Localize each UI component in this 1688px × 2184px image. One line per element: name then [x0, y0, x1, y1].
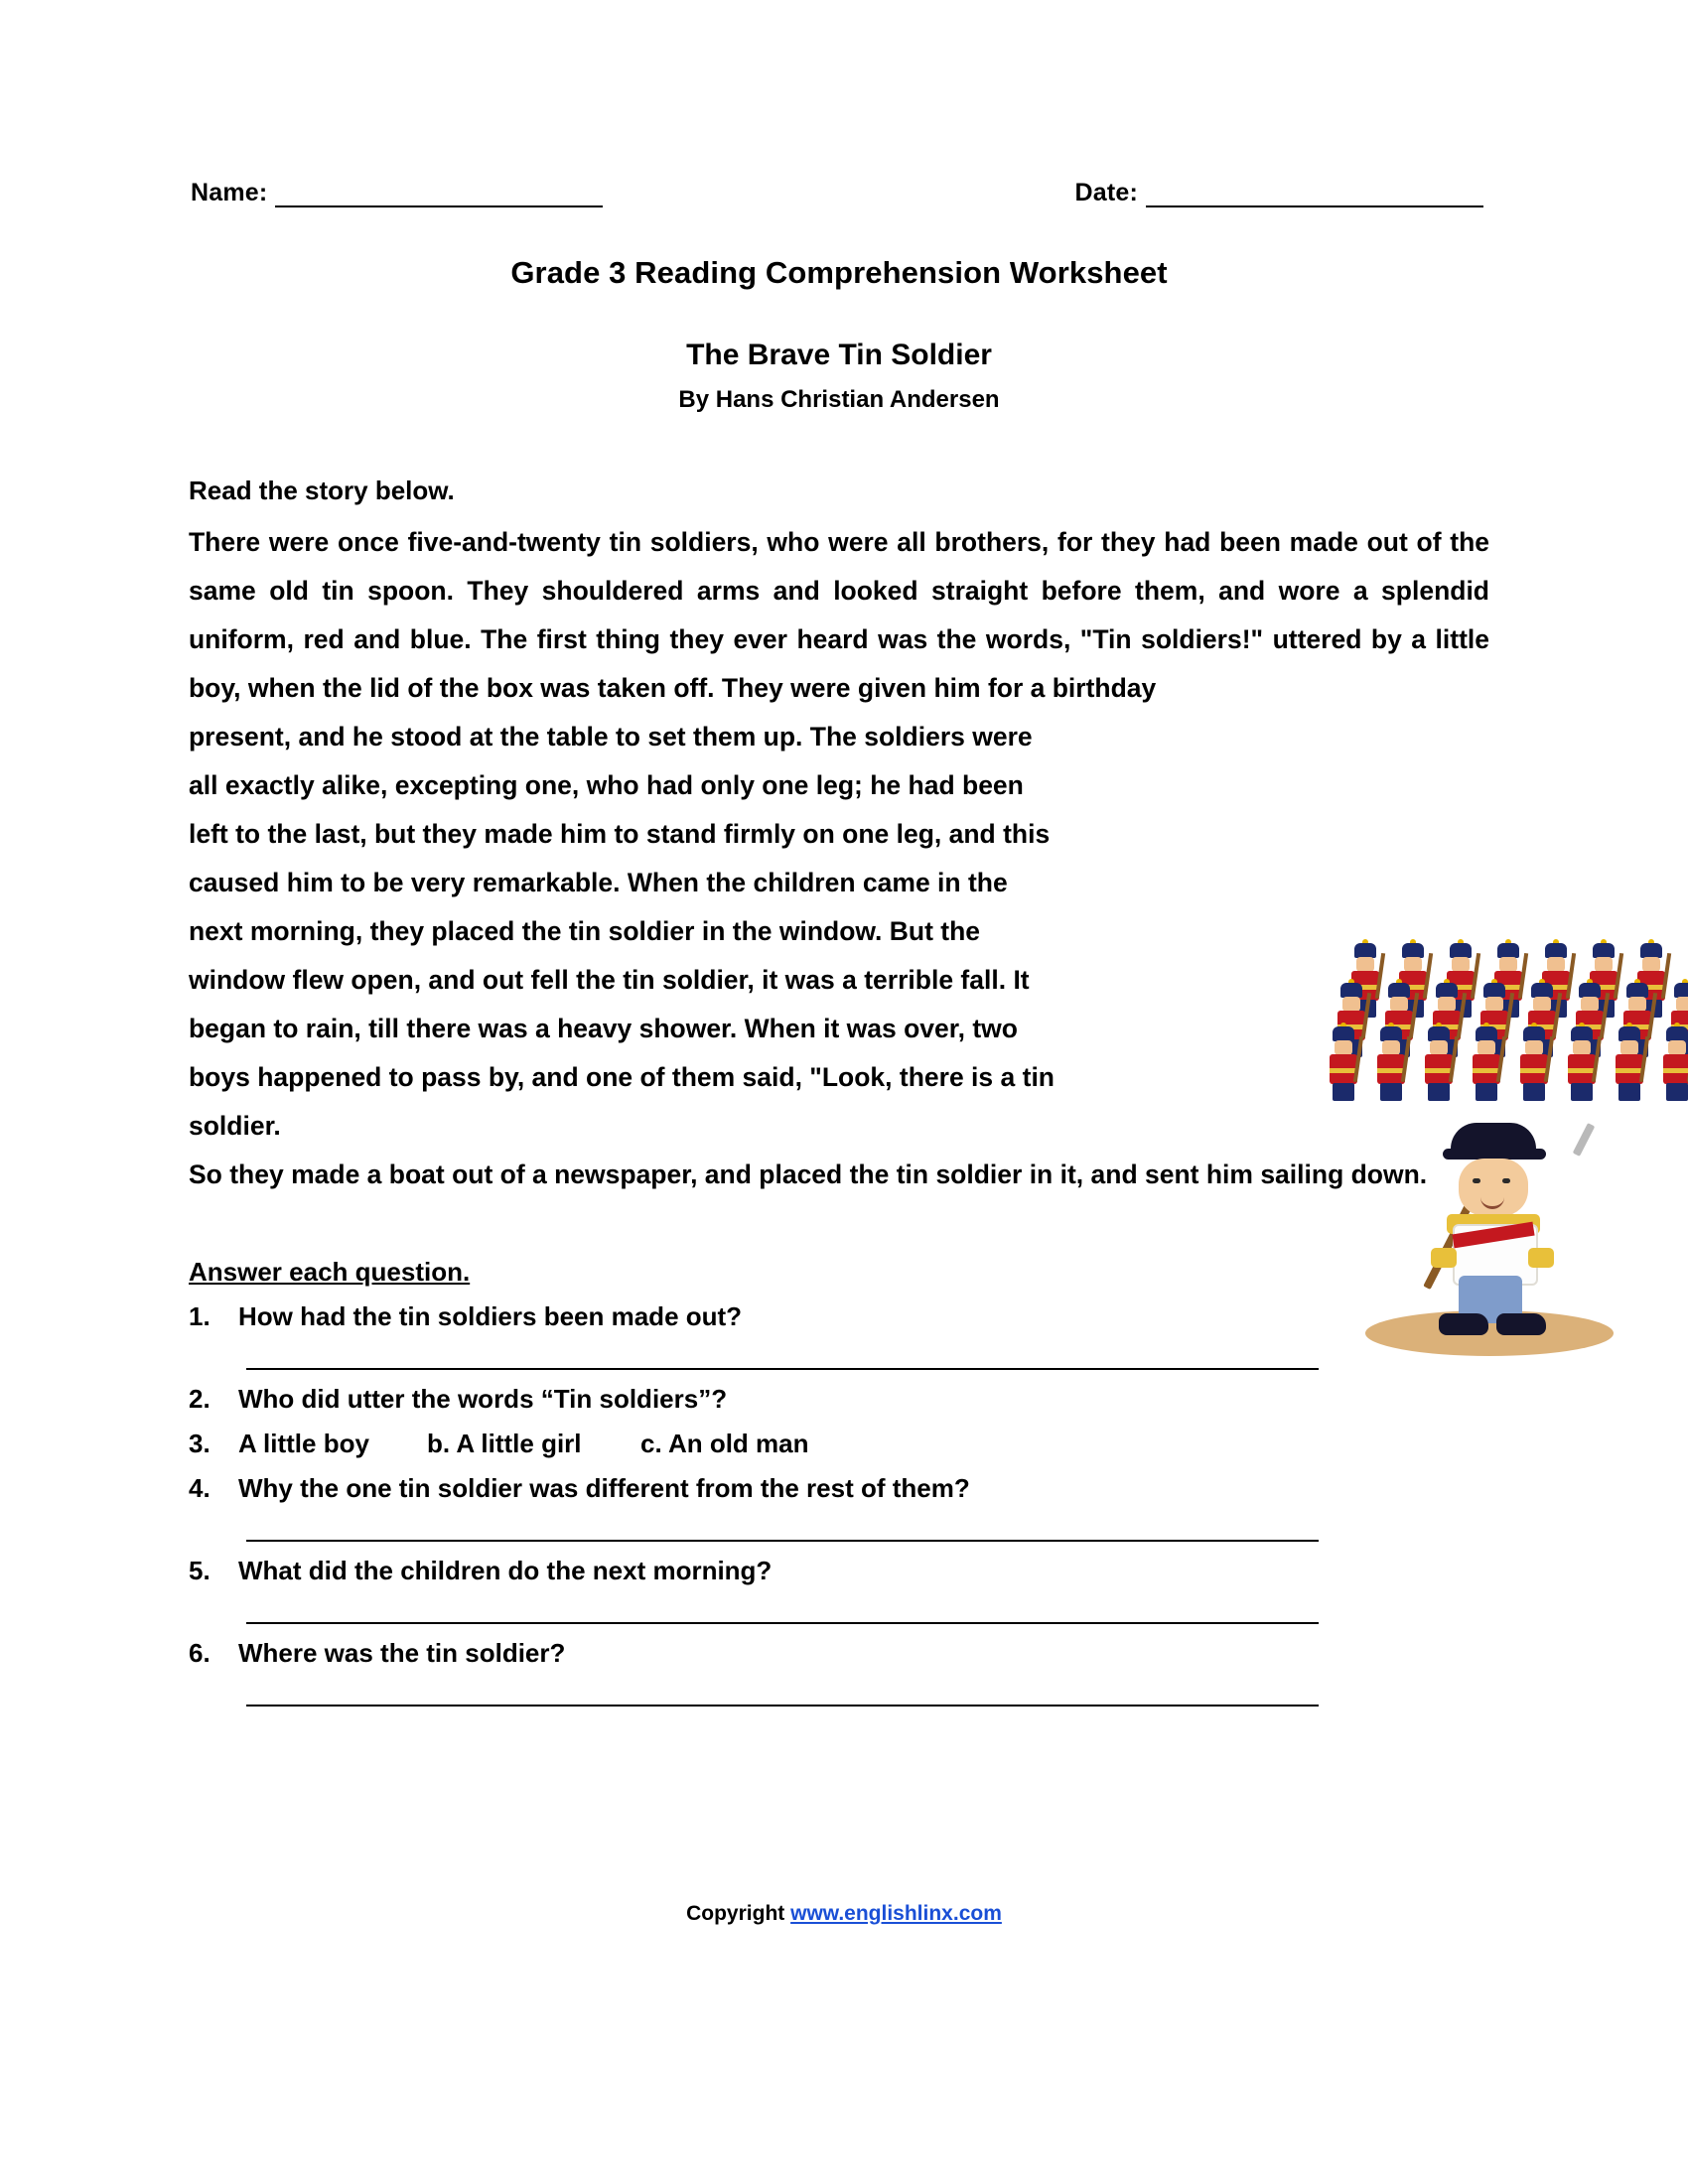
eye-right — [1502, 1178, 1510, 1183]
troop-row-3 — [1321, 1026, 1688, 1104]
answer-line-6[interactable] — [246, 1705, 1319, 1706]
story-author: By Hans Christian Andersen — [678, 386, 1000, 413]
answer-line-1[interactable] — [246, 1368, 1319, 1370]
tin-soldier-illustration — [1355, 1117, 1653, 1365]
question-item-2 — [189, 1384, 1489, 1415]
copyright-label: Copyright — [686, 1902, 791, 1925]
question-item-3 — [189, 1429, 1489, 1459]
question-number: 5. — [189, 1556, 211, 1585]
question-number: 4. — [189, 1473, 211, 1503]
question-number: 3. — [189, 1429, 211, 1458]
question-number: 2. — [189, 1384, 211, 1414]
name-label: Name: — [191, 179, 268, 206]
question-text: What did the children do the next morning? — [238, 1556, 773, 1585]
name-field[interactable] — [191, 179, 603, 207]
troop-illustration — [1321, 943, 1688, 1107]
worksheet-body — [189, 179, 1489, 1706]
illustration-group — [1321, 943, 1688, 1370]
date-label: Date: — [1074, 179, 1138, 206]
question-item-1 — [189, 1301, 1489, 1332]
answer-choices — [238, 1429, 809, 1459]
questions-instruction: Answer each question. — [189, 1257, 471, 1287]
tin-soldier-icon — [1559, 1026, 1605, 1104]
story-paragraph-2: present, and he stood at the table to set them up. The soldiers were all exactly alike, excepting one, who had only one leg; he had been left to the last, but they made him to stand firmly on one leg, and this caused him to be very remarkable. When the children came in the next morning, they placed the tin soldier in the window. But the window flew open, and out fell the tin soldier, it was a terrible fall. It began to rain, till there was a heavy shower. When it was over, two boys happened to pass by, and one of them said, "Look, there is a tin soldier. — [189, 722, 1055, 1141]
name-input-line[interactable] — [275, 186, 603, 207]
tin-soldier-icon — [1321, 1026, 1366, 1104]
boot-right — [1496, 1313, 1546, 1335]
story-text — [189, 518, 1489, 1199]
rifle-tip — [1573, 1123, 1596, 1157]
date-input-line[interactable] — [1146, 186, 1483, 207]
cuff-left — [1431, 1248, 1457, 1268]
choice-b[interactable]: b. A little girl — [427, 1429, 582, 1458]
answer-line-4[interactable] — [246, 1540, 1319, 1542]
read-instruction: Read the story below. — [189, 476, 455, 505]
story-paragraph-1: There were once five-and-twenty tin soldiers, who were all brothers, for they had been made out of the same old tin spoon. They shouldered arms and looked straight before them, and wore a splendid uniform, red and blue. The first thing they ever heard was the words, "Tin soldiers!" uttered by a little boy, when the lid of the box was taken off. They were given him for a birthday — [189, 527, 1489, 703]
boot-left — [1439, 1313, 1488, 1335]
question-text: How had the tin soldiers been made out? — [238, 1301, 743, 1331]
tin-soldier-icon — [1464, 1026, 1509, 1104]
tin-soldier-icon — [1654, 1026, 1688, 1104]
footer — [0, 1902, 1688, 1926]
eye-left — [1473, 1178, 1480, 1183]
tin-soldier-icon — [1511, 1026, 1557, 1104]
question-number: 6. — [189, 1638, 211, 1668]
name-date-row — [189, 179, 1489, 207]
worksheet-title: Grade 3 Reading Comprehension Worksheet — [510, 255, 1168, 290]
cuff-right — [1528, 1248, 1554, 1268]
date-field[interactable] — [1074, 179, 1483, 207]
tin-soldier-icon — [1368, 1026, 1414, 1104]
question-text: Who did utter the words “Tin soldiers”? — [238, 1384, 728, 1414]
question-item-4 — [189, 1473, 1489, 1504]
choice-a[interactable]: A little boy — [238, 1429, 369, 1458]
answer-line-5[interactable] — [246, 1622, 1319, 1624]
story-title: The Brave Tin Soldier — [686, 339, 992, 371]
tin-soldier-icon — [1607, 1026, 1652, 1104]
questions-list — [189, 1301, 1489, 1706]
tin-soldier-icon — [1416, 1026, 1462, 1104]
question-item-5 — [189, 1556, 1489, 1586]
question-text: Why the one tin soldier was different from the rest of them? — [238, 1473, 970, 1503]
choice-c[interactable]: c. An old man — [640, 1429, 809, 1458]
question-item-6 — [189, 1638, 1489, 1669]
question-text: Where was the tin soldier? — [238, 1638, 566, 1668]
story-paragraph-3: So they made a boat out of a newspaper, and placed the tin soldier in it, and sent him sailing down. — [189, 1160, 1428, 1189]
website-link[interactable]: www.englishlinx.com — [790, 1902, 1002, 1925]
question-number: 1. — [189, 1301, 211, 1331]
